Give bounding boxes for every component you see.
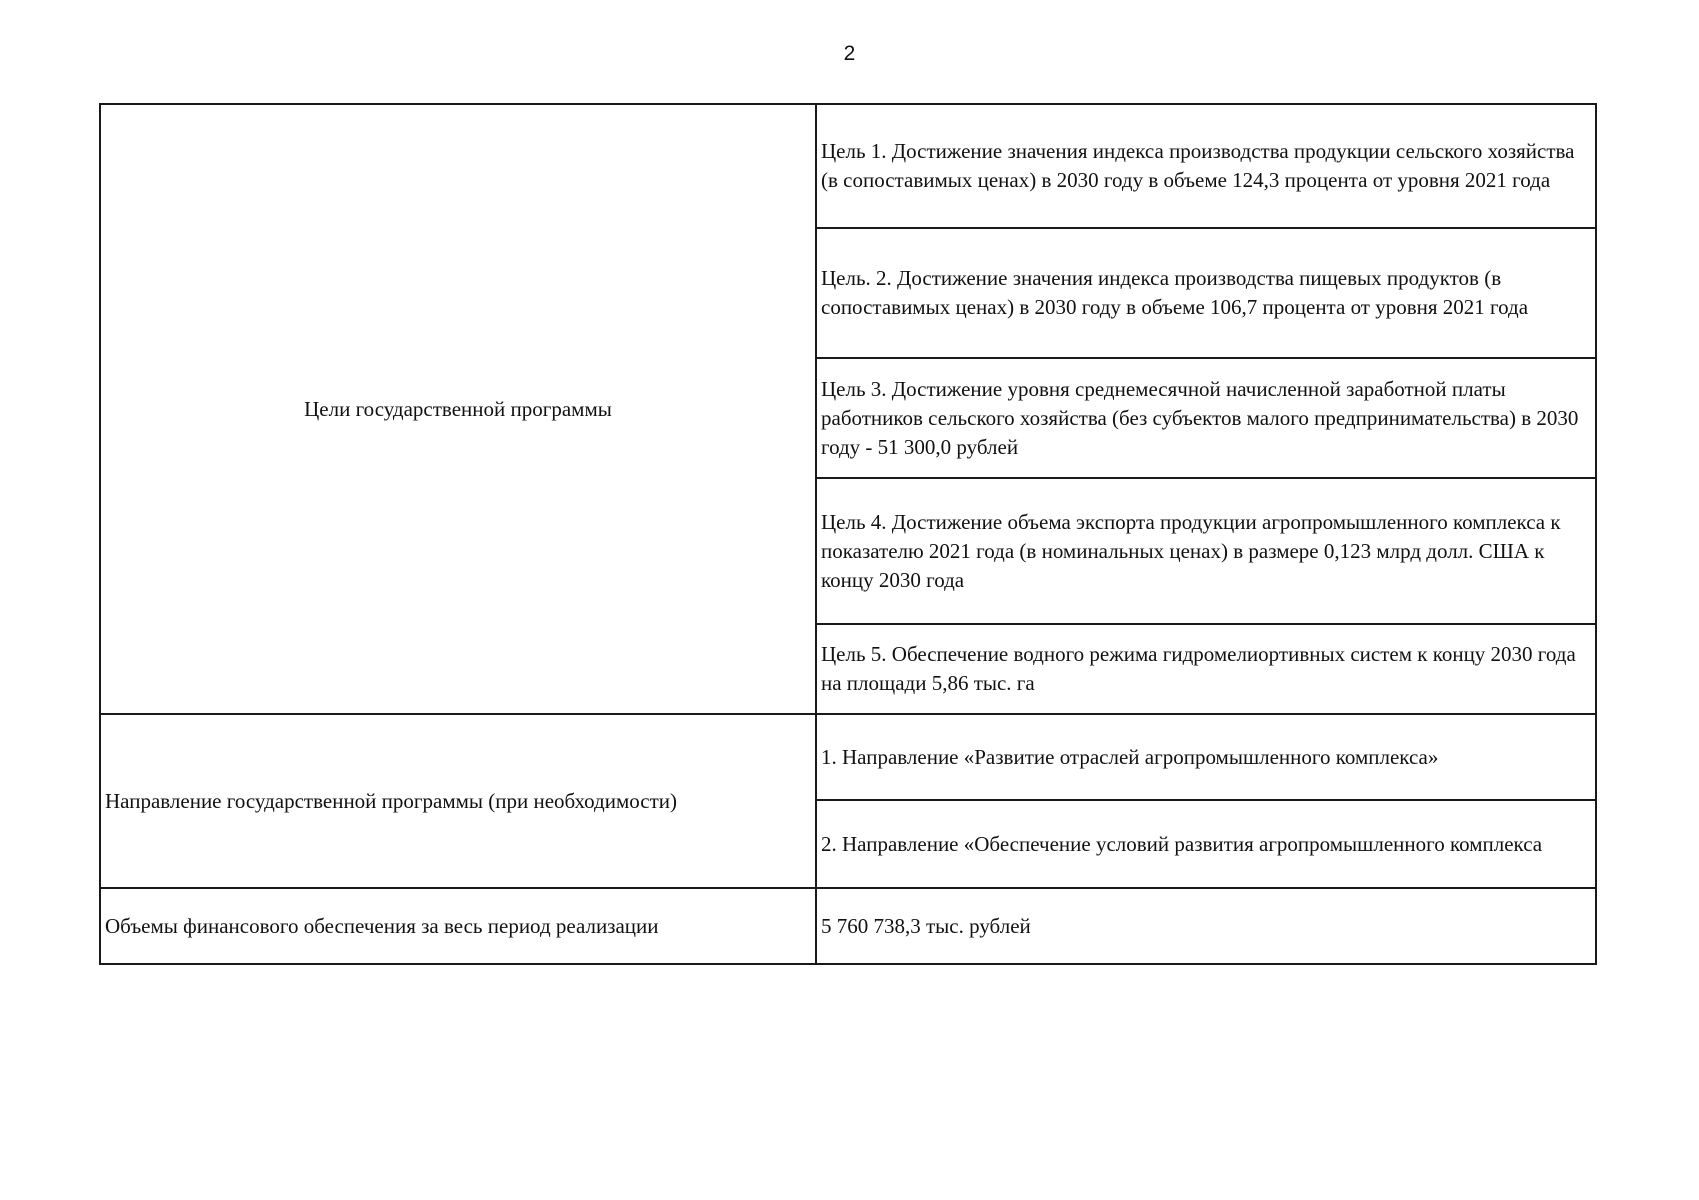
goals-label: Цели государственной программы (100, 104, 816, 714)
direction-2: 2. Направление «Обеспечение условий развития агропромышленного комплекса (816, 800, 1596, 888)
goal-1: Цель 1. Достижение значения индекса производства продукции сельского хозяйства (в сопоставимых ценах) в 2030 году в объеме 124,3 процента от уровня 2021 года (816, 104, 1596, 228)
table-row (100, 888, 1596, 964)
goal-2: Цель. 2. Достижение значения индекса производства пищевых продуктов (в сопоставимых ценах) в 2030 году в объеме 106,7 процента от уровня 2021 года (816, 228, 1596, 358)
goal-3: Цель 3. Достижение уровня среднемесячной начисленной заработной платы работников сельского хозяйства (без субъектов малого предпринимательства) в 2030 году - 51 300,0 рублей (816, 358, 1596, 478)
financing-label: Объемы финансового обеспечения за весь период реализации (100, 888, 816, 964)
financing-value: 5 760 738,3 тыс. рублей (816, 888, 1596, 964)
program-passport-table (99, 103, 1597, 965)
page-number: 2 (843, 42, 856, 65)
direction-1: 1. Направление «Развитие отраслей агропромышленного комплекса» (816, 714, 1596, 800)
directions-label: Направление государственной программы (при необходимости) (100, 714, 816, 888)
goal-4: Цель 4. Достижение объема экспорта продукции агропромышленного комплекса к показателю 2021 года (в номинальных ценах) в размере 0,123 млрд долл. США к концу 2030 года (816, 478, 1596, 624)
table-row (100, 104, 1596, 228)
goal-5: Цель 5. Обеспечение водного режима гидромелиортивных систем к концу 2030 года на площади 5,86 тыс. га (816, 624, 1596, 714)
table-row (100, 714, 1596, 800)
